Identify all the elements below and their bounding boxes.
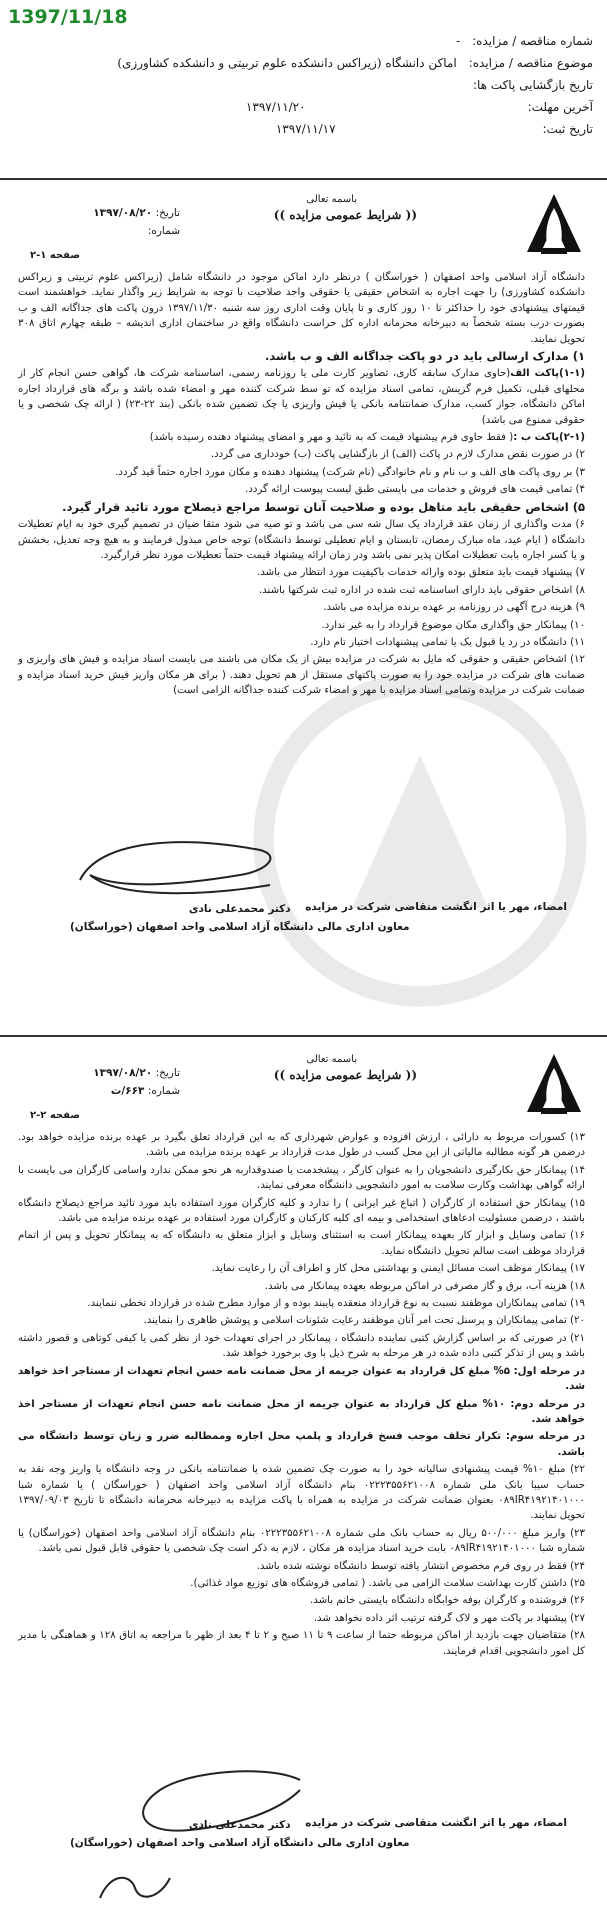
penalty-stage: در مرحله سوم: تکرار تخلف موجب فسخ قرارداد و پلمپ محل اجاره وممطالبه ضرر و زیان توسط دانشگاه می باشد. bbox=[18, 1431, 585, 1458]
applicant-signature-label: امضاء، مهر یا اثر انگشت متقاضی شرکت در مزایده bbox=[305, 901, 567, 913]
term-item: ۱۳) کسورات مربوط به دارائی ، ارزش افزوده و عوارض شهرداری که به این قرارداد تعلق بگیرد بر عهده برنده مزایده خواهد بود. درضمن هر گونه مطالبه مالیاتی از این محل کسب در طول مدت قرارداد بر عهده برنده مزایده می باشد. bbox=[18, 1132, 585, 1159]
info-label: تاریخ ثبت: bbox=[542, 122, 593, 136]
date-label: تاریخ: bbox=[155, 207, 180, 219]
info-label: موضوع مناقصه / مزایده: bbox=[468, 56, 593, 70]
info-label: تاریخ بازگشایی پاکت ها: bbox=[472, 78, 593, 92]
applicant-signature-label: امضاء، مهر یا اثر انگشت متقاضی شرکت در مزایده bbox=[305, 1817, 567, 1829]
university-logo-icon bbox=[519, 1050, 589, 1120]
term-item: ۱۹) تمامی پیمانکاران موظفند نسبت به نوع قرارداد منعقده پایبند بوده و از موارد مطرح شده در قرارداد تخطی ننمایند. bbox=[87, 1298, 585, 1310]
university-logo-icon bbox=[519, 190, 589, 260]
letter-meta bbox=[20, 204, 180, 240]
date-value: ۱۳۹۷/۰۸/۲۰ bbox=[93, 207, 153, 219]
doc-title: (( شرایط عمومی مزایده )) bbox=[273, 208, 417, 222]
term-item: ۹) هزینه درج آگهی در روزنامه بر عهده برنده مزایده می باشد. bbox=[323, 602, 585, 614]
term-item: ۲۳) واریز مبلغ ۵۰۰/۰۰۰ ریال به حساب بانک ملی شماره ۰۲۲۲۳۵۵۶۲۱۰۰۸ بنام دانشگاه آزاد اسلامی واحد اصفهان (خوراسگان) یا شماره شبا ۰۸۹IR۴۱۹۲۱۴۰۱۰۰۰ بابت خرید اسناد مزایده هر مکان ، لازم به ذکر است چک شخصی یا حقوقی قابل قبول نمی باشد. bbox=[18, 1527, 585, 1555]
term-item: ۱۶) تمامی وسایل و ابزار کار بعهده پیمانکار است به استثنای وسایل و ابزار متعلق به دانشگاه که به پیمانکار تحویل و پس از اتمام قرارداد موظف است سالم تحویل دانشگاه نماید. bbox=[18, 1230, 585, 1257]
term-item: ۱۸) هزینه آب، برق و گاز مصرفی در اماکن مربوطه بعهده پیمانکار می باشد. bbox=[264, 1280, 585, 1292]
envelope-a-text: (حاوی مدارک سابقه کاری، تصاویر کارت ملی یا روزنامه رسمی، اساسنامه شرکت ها، گواهی حسن انجام کار از محلهای قبلی، تکمیل فرم گزینش، تمامی اسناد مزایده که تو سط شرکت کننده مهر و امضاء شده باشد و برگه های قرارداد اجاره اماکن دانشگاه، جواز کسب، مدارک ضمانتنامه بانکی یا فیش واریزی یا چک تضمین شده بانکی (بند ۲۲-۲۳) ( ارائه چک شخصی و یا حقوقی ممنوع می باشد) bbox=[18, 368, 585, 426]
intro-paragraph: دانشگاه آزاد اسلامی واحد اصفهان ( خوراسگان ) درنظر دارد اماکن موجود در دانشگاه شامل (زیراکس علوم تربیتی و زیراکس دانشکده کشاورزی) را جهت اجاره به اشخاص حقیقی یا حقوقی واجد صلاحیت با توجه به شرایط زیر واگذار نماید. خواهشمند است قیمتهای پیشنهادی خود را حداکثر تا ۱۰ روز کاری و تا پایان وقت اداری روز سه شنبه ۱۳۹۷/۱۱/۳۰ درون پاکت های جداگانه الف و ب بصورت درب بسته شخصاً به دبیرخانه محرمانه اداره کل حراست دانشگاه واقع در ساختمان اداری اندیشه – طبقه چهارم اتاق ۳۰۸ تحویل نمایند. bbox=[18, 272, 585, 345]
section-heading: ۱) مدارک ارسالی باید در دو پاکت جداگانه الف و ب باشد. bbox=[264, 349, 585, 364]
bismillah-heading: باسمه تعالی bbox=[306, 1054, 357, 1065]
number-label: شماره: bbox=[147, 1085, 180, 1097]
letter-header bbox=[0, 1050, 607, 1130]
terms-list bbox=[18, 447, 585, 698]
signatory-name: دکتر محمدعلی نادی bbox=[188, 1819, 291, 1831]
terms-list bbox=[18, 1130, 585, 1659]
signatory-role: معاون اداری مالی دانشگاه آزاد اسلامی واحد اصفهان (خوراسگان) bbox=[70, 1837, 410, 1849]
page-separator bbox=[0, 1035, 607, 1037]
envelope-a-paragraph bbox=[18, 366, 585, 428]
term-item: ۲۵) داشتن کارت بهداشت سلامت الزامی می باشد. ( تمامی فروشگاه های توزیع مواد غذائی). bbox=[190, 1577, 585, 1589]
term-item: ۱۰) پیمانکار حق واگذاری مکان موضوع قرارداد را به غیر ندارد. bbox=[321, 619, 585, 631]
page-separator bbox=[0, 178, 607, 180]
term-item: ۶) مدت واگذاری از زمان عقد قرارداد یک سال شه سی می باشد و تو صیه می شود متقا ضیان در تصمیم گیری خود به ایام تعطیلات دانشگاه ( ایام عید، ماه مبارک رمضان، تابستان و ایام تعطیلی توسط دانشگاه) توجه خاص مبذول فرمایند و به هیچ وجه تعدیل، بخشش و یا کسر اجاره بابت تعطیلات امکان پذیر نمی باشد ودر زمان ارائه پیشنهاد قیمت حتماً تعطیلات مورد نظر قرارگیرد. bbox=[18, 519, 585, 561]
info-label: شماره مناقصه / مزایده: bbox=[472, 34, 593, 48]
terms-body bbox=[0, 270, 607, 699]
term-item: ۳) بر روی پاکت های الف و ب نام و نام خانوادگی (نام شرکت) پیشنهاد دهنده و مکان مورد اجاره حتماً قید گردد. bbox=[115, 466, 585, 478]
term-item: ۲) در صورت نقص مدارک لازم در پاکت (الف) از بازگشایی پاکت (ب) خودداری می گردد. bbox=[210, 449, 585, 461]
stamp-date: 1397/11/18 bbox=[8, 6, 128, 28]
terms-body bbox=[0, 1130, 607, 1659]
watermark-logo-icon bbox=[250, 670, 590, 1010]
penalty-stage: در مرحله اول: ۵% مبلغ کل قرارداد به عنوان جریمه از محل ضمانت نامه حسن انجام تعهدات از مستاجر اخذ خواهد شد. bbox=[18, 1365, 586, 1393]
official-signature bbox=[70, 900, 410, 936]
info-row bbox=[33, 118, 593, 140]
penalty-stage: در مرحله دوم: ۱۰% مبلغ کل قرارداد به عنوان جریمه از محل ضمانت نامه حسن انجام تعهدات از مستاجر اخذ خواهد شد. bbox=[18, 1398, 585, 1425]
term-item: ۲۸) متقاضیان جهت بازدید از اماکن مربوطه حتما از ساعت ۹ تا ۱۱ صبح و ۲ تا ۴ بعد از ظهر با مراجعه به اتاق ۱۲۸ و هماهنگی با مدیر کل امور دانشجویی اقدام فرمایند. bbox=[18, 1630, 585, 1657]
doc-title: (( شرایط عمومی مزایده )) bbox=[273, 1068, 417, 1082]
official-signature bbox=[70, 1816, 410, 1852]
signature-scribble-icon bbox=[60, 830, 290, 910]
term-item: ۱۴) پیمانکار حق بکارگیری دانشجویان را به عنوان کارگر ، پیشخدمت یا صندوقداربه هر نحو ممکن ندارد واسامی کارگران می بایست با ارائه گواهی بهداشت وکارت سلامت به امور دانشجویی دانشگاه معرفی نمایند. bbox=[18, 1164, 585, 1192]
letter-header bbox=[0, 190, 607, 270]
info-value: ۱۳۹۷/۱۱/۱۷ bbox=[275, 122, 336, 136]
signatory-name: دکتر محمدعلی نادی bbox=[188, 903, 291, 915]
term-item: ۱۲) اشخاص حقیقی و حقوقی که مایل به شرکت در مزایده بیش از یک مکان می باشند می بایست اسناد مزایده و فیش های واریزی و ضمانت های شرکت در مزایده خود را به صورت پاکتهای مستقل از هم تحویل دهند. ( برای هر مکان واریز فیش خرید اسناد مزایده و ضمانت شرکت در مزایده وتمامی اسناد مزایده با مهر و امضاء شرکت کننده جداگانه الزامی است) bbox=[18, 654, 585, 697]
term-item: ۱۵) پیمانکار حق استفاده از کارگران ( اتباع غیر ایرانی ) را ندارد و کلیه کارگران مورد استفاده باید مورد تائید مراجع ذیصلاح دانشگاه باشند ، درضمن مسئولیت ادعاهای استخدامی و بیمه ای کلیه کارکنان و کارگران مورد استفاده بر عهده برنده مزایده می باشد. bbox=[18, 1197, 585, 1225]
term-item: ۸) اشخاص حقوقی باید دارای اساسنامه ثبت شده در اداره ثبت شرکتها باشند. bbox=[258, 584, 585, 596]
envelope-a-label: (۱-۱)پاکت الف bbox=[510, 368, 585, 380]
term-item: ۱۱) دانشگاه در رد یا قبول یک یا تمامی پیشنهادات اختیار تام دارد. bbox=[310, 636, 585, 648]
envelope-b-paragraph bbox=[18, 430, 585, 445]
info-label: آخرین مهلت: bbox=[527, 100, 593, 114]
term-item: ۲۱) در صورتی که بر اساس گزارش کتبی نماینده دانشگاه ، پیمانکار در اجرای تعهدات خود از نظر کمی یا کیفی کوتاهی و قصور داشته باشد و پس از تذکر کتبی داده شده در هر مرحله به شرح ذیل با وی برخورد خواهد شد. bbox=[18, 1332, 585, 1360]
number-label: شماره: bbox=[147, 225, 180, 237]
document-page-2 bbox=[0, 1050, 607, 1910]
term-item: ۲۰) تمامی پیمانکاران و پرسنل تحت امر آنان موظفند رعایت شئونات اسلامی و پوشش ظاهری را بنمایند. bbox=[143, 1315, 585, 1327]
bismillah-heading: باسمه تعالی bbox=[306, 194, 357, 205]
info-value: اماکن دانشگاه (زیراکس دانشکده علوم تربیتی و دانشکده کشاورزی) bbox=[117, 56, 457, 70]
info-row bbox=[33, 30, 593, 52]
term-item: ۲۴) فقط در روی فرم مخصوص انتشار یافته توسط دانشگاه نوشته شده باشد. bbox=[256, 1560, 585, 1572]
term-item: ۲۷) پیشنهاد بر پاکت مهر و لاک گرفته ترتیب اثر داده نخواهد شد. bbox=[313, 1612, 585, 1624]
document-page-1 bbox=[0, 190, 607, 970]
date-value: ۱۳۹۷/۰۸/۲۰ bbox=[93, 1067, 153, 1079]
page-number: صفحه ۲-۲ bbox=[30, 1110, 80, 1121]
term-item: ۵) اشخاص حقیقی باید متاهل بوده و صلاحیت آنان توسط مراجع ذیصلاح مورد تائید قرار گیرد. bbox=[62, 499, 585, 514]
letter-meta bbox=[20, 1064, 180, 1100]
info-row bbox=[33, 52, 593, 74]
tender-info bbox=[33, 30, 593, 140]
initial-scribble-icon bbox=[90, 1868, 180, 1908]
signatory-role: معاون اداری مالی دانشگاه آزاد اسلامی واحد اصفهان (خوراسگان) bbox=[70, 921, 410, 933]
term-item: ۴) تمامی قیمت های فروش و خدمات می بایستی طبق لیست پیوست ارائه گردد. bbox=[245, 484, 585, 496]
term-item: ۲۶) فروشنده و کارگران بوفه خوابگاه دانشگاه بایستی خانم باشد. bbox=[310, 1595, 585, 1607]
info-value: ۱۳۹۷/۱۱/۲۰ bbox=[245, 100, 306, 114]
term-item: ۱۷) پیمانکار موظف است مسائل ایمنی و بهداشتی محل کار و اطراف آن را رعایت نماید. bbox=[211, 1263, 585, 1275]
number-value: ۶۶۳/ت bbox=[110, 1085, 145, 1097]
date-label: تاریخ: bbox=[155, 1067, 180, 1079]
envelope-b-text: ( فقط حاوی فرم پیشنهاد قیمت که به تائید و مهر و امضای پیشنهاد دهنده رسیده باشد) bbox=[149, 432, 514, 444]
page-number: صفحه ۱-۲ bbox=[30, 250, 80, 261]
term-item: ۷) پیشنهاد قیمت باید متعلق بوده وارائه خدمات باکیفیت مورد انتظار می باشد. bbox=[257, 567, 585, 579]
info-row bbox=[33, 74, 593, 96]
envelope-b-label: (۲-۱)پاکت ب : bbox=[513, 432, 585, 444]
info-row bbox=[33, 96, 593, 118]
info-value: - bbox=[456, 34, 461, 48]
term-item: ۲۲) مبلغ ۱۰% قیمت پیشنهادی سالیانه خود را به صورت چک تضمین شده یا ضمانتنامه بانکی در وجه دانشگاه یا واریز وجه نقد به حساب سیبا بانک ملی شماره ۰۲۲۲۳۵۵۶۲۱۰۰۸ بنام دانشگاه آزاد اسلامی واحد اصفهان ( خوراسگان ) یا شماره شبا ۰۸۹IR۴۱۹۲۱۴۰۱۰۰۰ بعنوان ضمانت شرکت در مزایده به همراه با پاکت مزایده به دبیرخانه محرمانه دانشگاه تا تاریخ ۱۳۹۷/۰۹/۰۳ تحویل نمایند. bbox=[18, 1464, 585, 1522]
